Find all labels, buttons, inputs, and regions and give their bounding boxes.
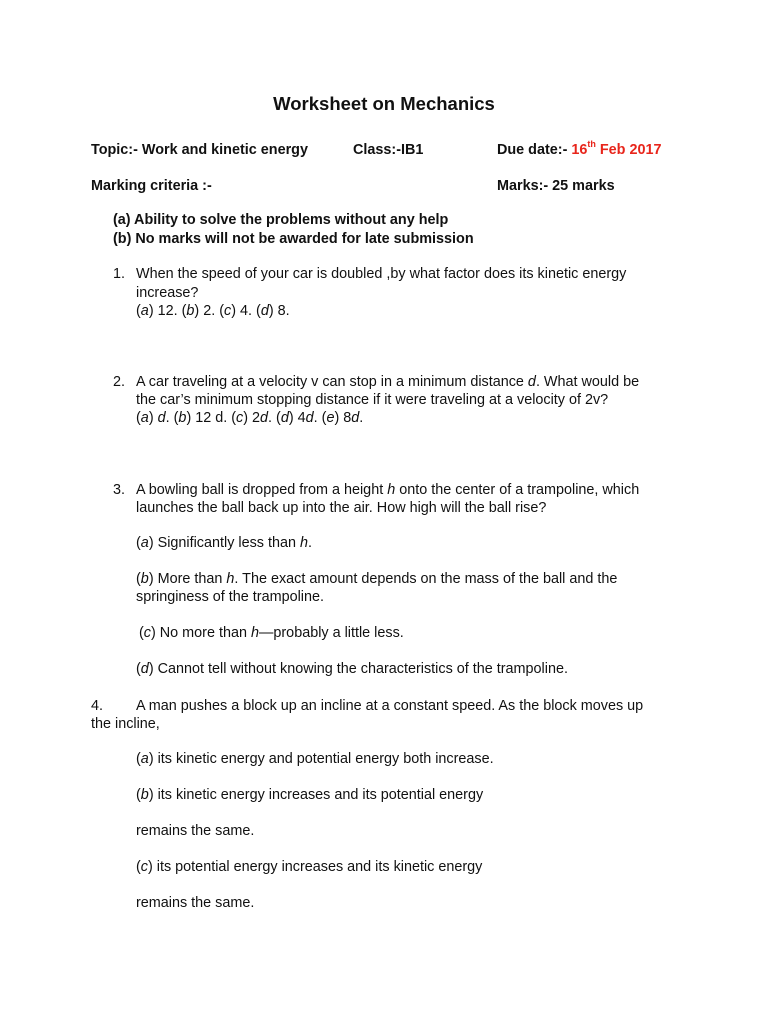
question-text: the incline, (91, 716, 160, 732)
answer-option-c: (c) No more than h—probably a little less. (139, 625, 404, 641)
question-text: A man pushes a block up an incline at a constant speed. As the block moves up (136, 698, 644, 714)
question-text: A car traveling at a velocity v can stop in a minimum distance d. What would be (136, 374, 640, 390)
marking-criteria-label: Marking criteria :- (91, 178, 212, 194)
page-title: Worksheet on Mechanics (273, 93, 495, 114)
marks-label: Marks:- 25 marks (497, 178, 615, 194)
answer-option-b: (b) its kinetic energy increases and its potential energy (136, 787, 484, 803)
question-text: When the speed of your car is doubled ,by what factor does its kinetic energy (136, 266, 627, 282)
answer-option-b-cont: remains the same. (136, 823, 255, 839)
topic-label: Topic:- Work and kinetic energy (91, 142, 308, 158)
answer-option-a: (a) its kinetic energy and potential energy both increase. (136, 751, 494, 767)
question-text: increase? (136, 285, 199, 301)
question-text: A bowling ball is dropped from a height h onto the center of a trampoline, which (136, 482, 640, 498)
answer-option-b-cont: springiness of the trampoline. (136, 589, 324, 605)
question-number: 1. (113, 266, 126, 282)
answer-option-a: (a) Significantly less than h. (136, 535, 313, 551)
answer-option-c: (c) its potential energy increases and its kinetic energy (136, 859, 483, 875)
criteria-item: (b) No marks will not be awarded for late submission (113, 231, 474, 247)
due-date (497, 141, 661, 159)
answer-option-b: (b) More than h. The exact amount depends on the mass of the ball and the (136, 571, 618, 587)
due-date-label: Due date:- (497, 142, 568, 158)
question-number: 2. (113, 374, 126, 390)
question-number: 3. (113, 482, 126, 498)
question-text: the car’s minimum stopping distance if it were traveling at a velocity of 2v? (136, 392, 609, 408)
criteria-item: (a) Ability to solve the problems without any help (113, 212, 449, 228)
answer-options: (a) 12. (b) 2. (c) 4. (d) 8. (136, 303, 290, 319)
question-text: launches the ball back up into the air. How high will the ball rise? (136, 500, 547, 516)
answer-option-d: (d) Cannot tell without knowing the characteristics of the trampoline. (136, 661, 568, 677)
answer-options: (a) d. (b) 12 d. (c) 2d. (d) 4d. (e) 8d. (136, 410, 364, 426)
question-number: 4. (91, 698, 104, 714)
due-date-value: 16th Feb 2017 (571, 139, 662, 158)
class-label: Class:-IB1 (353, 142, 424, 158)
answer-option-c-cont: remains the same. (136, 895, 255, 911)
